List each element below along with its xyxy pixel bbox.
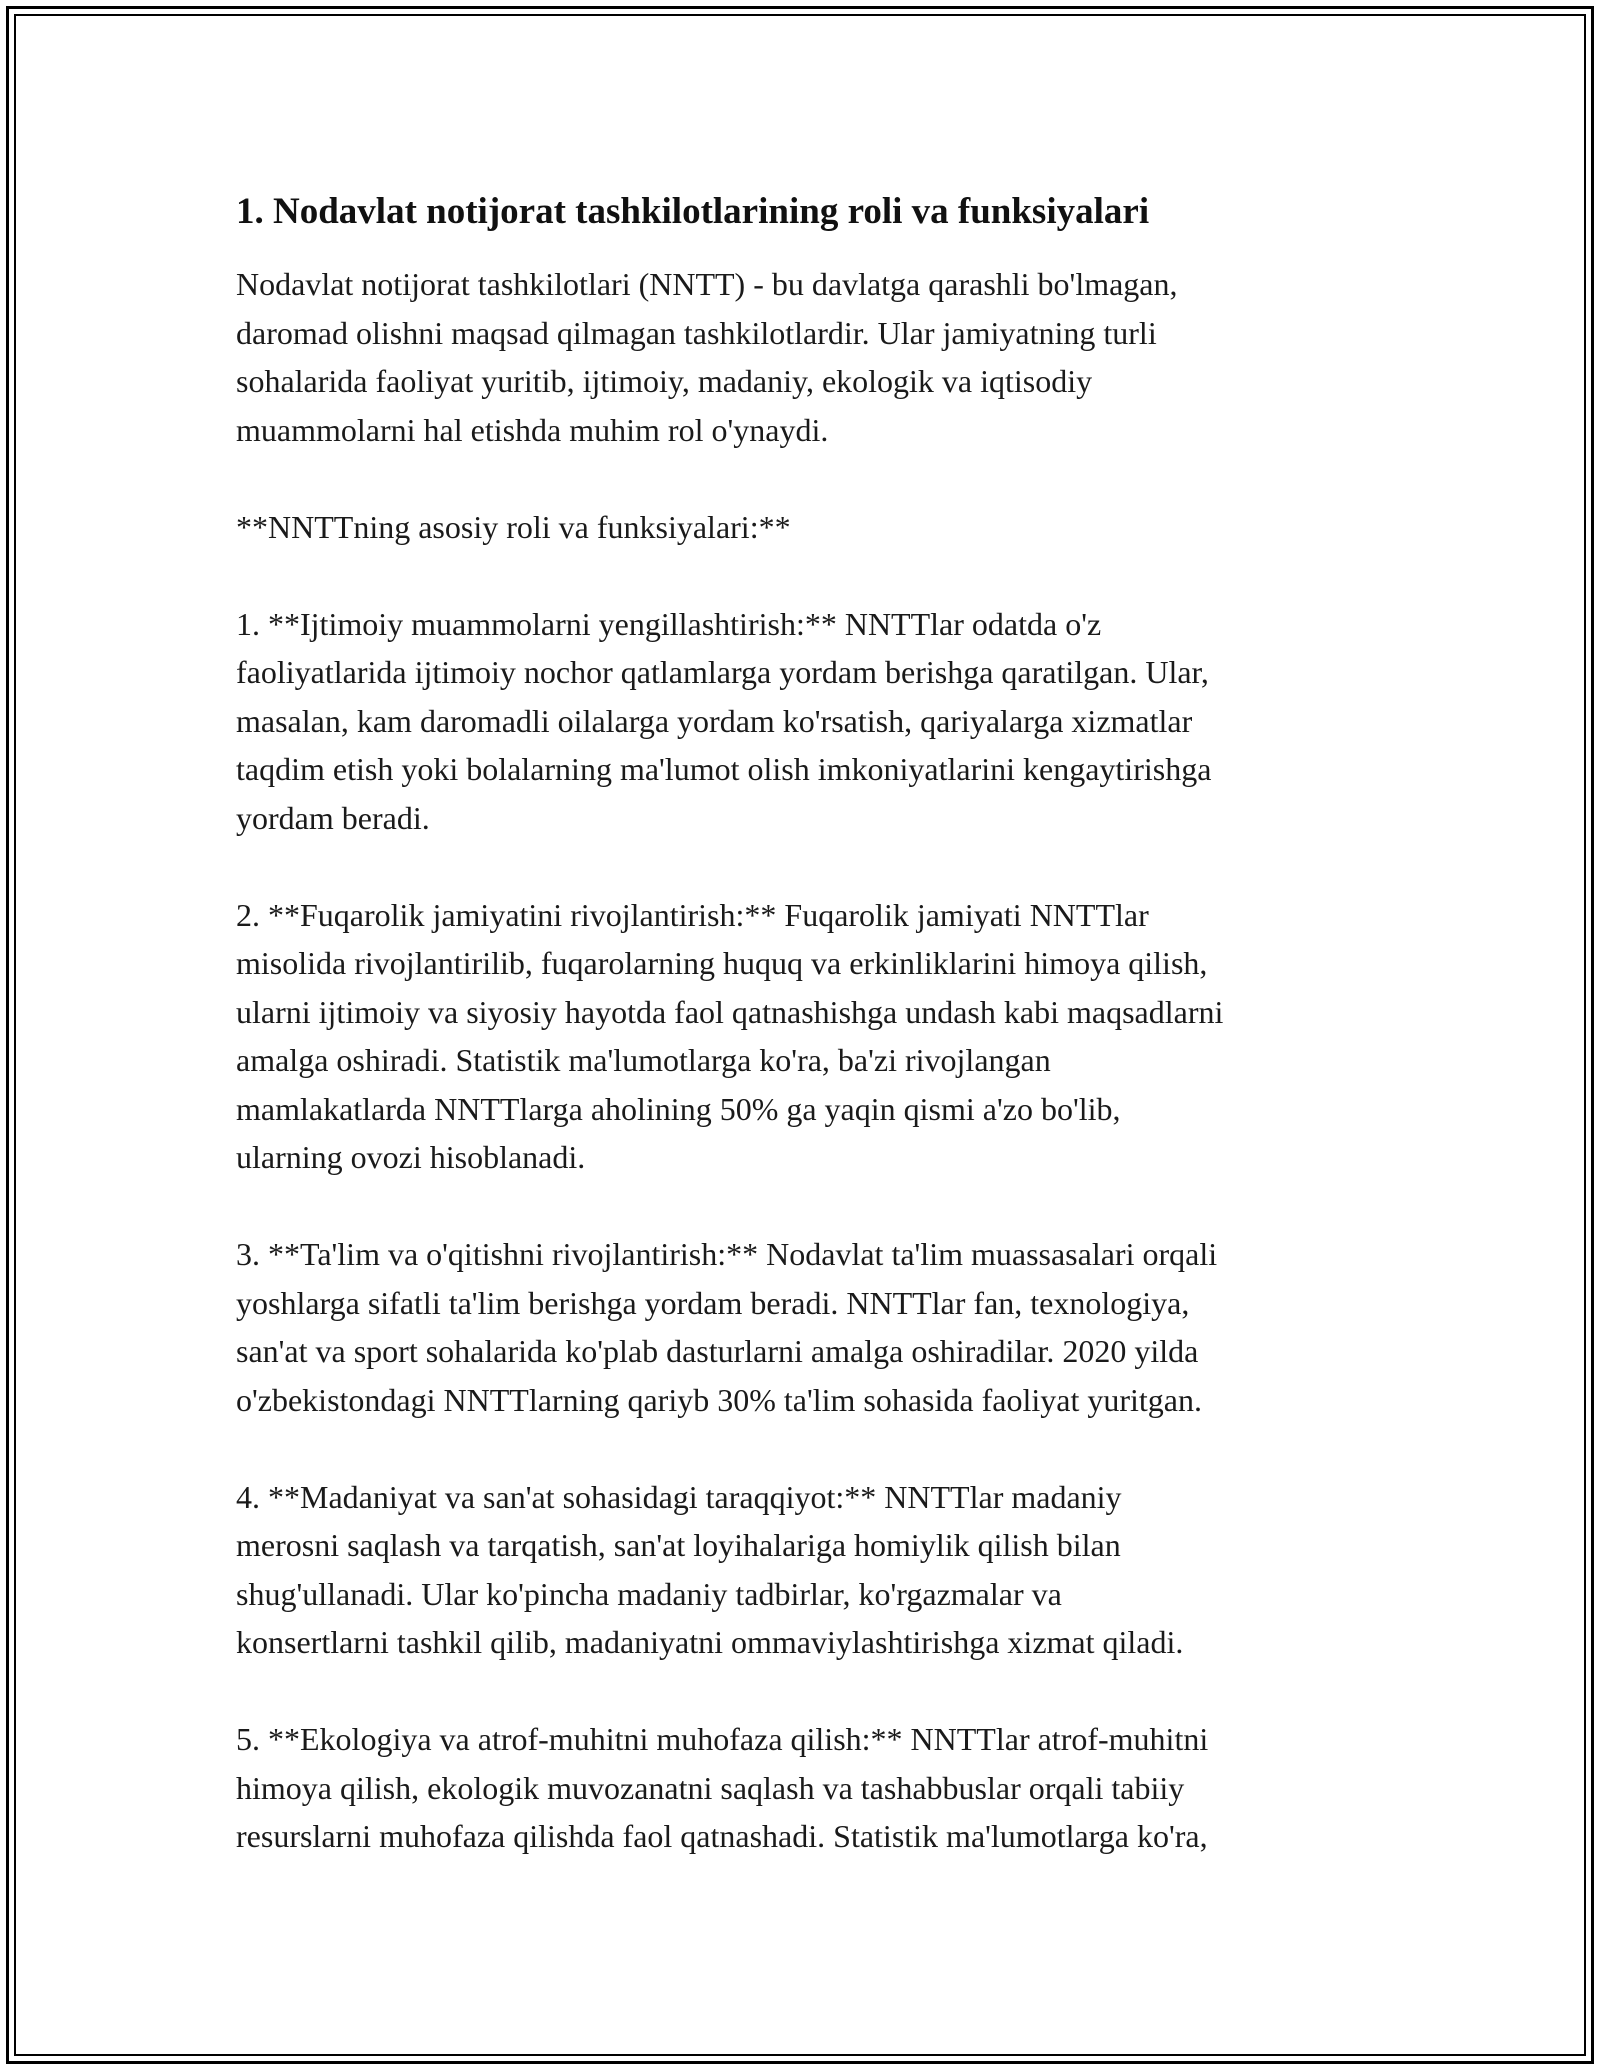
text-line: 1. **Ijtimoiy muammolarni yengillashtirish:** NNTTlar odatda o'z: [236, 605, 1102, 642]
document-body: [236, 188, 1396, 1909]
text-line: 5. **Ekologiya va atrof-muhitni muhofaza qilish:** NNTTlar atrof-muhitni: [236, 1721, 1209, 1757]
text-line: masalan, kam daromadli oilalarga yordam ko'rsatish, qariyalarga xizmatlar: [236, 702, 1193, 739]
text-line: himoya qilish, ekologik muvozanatni saqlash va tashabbuslar orqali tabiiy: [236, 1769, 1185, 1806]
intro-paragraph: [236, 260, 1396, 454]
text-line: Nodavlat notijorat tashkilotlari (NNTT) - bu davlatga qarashli bo'lmagan,: [236, 266, 1178, 302]
text-line: daromad olishni maqsad qilmagan tashkilotlardir. Ular jamiyatning turli: [236, 314, 1157, 351]
text-line: 3. **Ta'lim va o'qitishni rivojlantirish:** Nodavlat ta'lim muassasalari orqali: [236, 1236, 1218, 1272]
list-item-1: [236, 600, 1396, 843]
text-line: o'zbekistondagi NNTTlarning qariyb 30% ta'lim sohasida faoliyat yuritgan.: [236, 1381, 1202, 1418]
text-line: **NNTTning asosiy roli va funksiyalari:**: [236, 508, 791, 545]
text-line: konsertlarni tashkil qilib, madaniyatni ommaviylashtirishga xizmat qiladi.: [236, 1624, 1184, 1660]
text-line: yordam beradi.: [236, 799, 430, 836]
section-heading-paragraph: [236, 503, 1396, 552]
text-line: misolida rivojlantirilib, fuqarolarning huquq va erkinliklarini himoya qilish,: [236, 945, 1208, 981]
text-line: ularning ovozi hisoblanadi.: [236, 1139, 586, 1175]
text-line: 4. **Madaniyat va san'at sohasidagi taraqqiyot:** NNTTlar madaniy: [236, 1478, 1122, 1515]
text-line: faoliyatlarida ijtimoiy nochor qatlamlarga yordam berishga qaratilgan. Ular,: [236, 654, 1209, 690]
text-line: shug'ullanadi. Ular ko'pincha madaniy tadbirlar, ko'rgazmalar va: [236, 1575, 1062, 1612]
text-line: sohalarida faoliyat yuritib, ijtimoiy, madaniy, ekologik va iqtisodiy: [236, 363, 1093, 399]
text-line: yoshlarga sifatli ta'lim berishga yordam beradi. NNTTlar fan, texnologiya,: [236, 1284, 1190, 1321]
list-item-5: [236, 1715, 1396, 1861]
text-line: merosni saqlash va tarqatish, san'at loyihalariga homiylik qilish bilan: [236, 1527, 1121, 1563]
list-item-4: [236, 1473, 1396, 1667]
text-line: san'at va sport sohalarida ko'plab dasturlarni amalga oshiradilar. 2020 yilda: [236, 1333, 1199, 1369]
document-title: 1. Nodavlat notijorat tashkilotlarining roli va funksiyalari: [236, 191, 1150, 232]
text-line: ularni ijtimoiy va siyosiy hayotda faol qatnashishga undash kabi maqsadlarni: [236, 993, 1224, 1030]
list-item-3: [236, 1230, 1396, 1424]
text-line: taqdim etish yoki bolalarning ma'lumot olish imkoniyatlarini kengaytirishga: [236, 751, 1212, 787]
text-line: resurslarni muhofaza qilishda faol qatnashadi. Statistik ma'lumotlarga ko'ra,: [236, 1818, 1208, 1854]
text-line: mamlakatlarda NNTTlarga aholining 50% ga yaqin qismi a'zo bo'lib,: [236, 1090, 1121, 1127]
text-line: 2. **Fuqarolik jamiyatini rivojlantirish:** Fuqarolik jamiyati NNTTlar: [236, 896, 1149, 933]
list-item-2: [236, 891, 1396, 1182]
text-line: amalga oshiradi. Statistik ma'lumotlarga ko'ra, ba'zi rivojlangan: [236, 1042, 1051, 1078]
text-line: muammolarni hal etishda muhim rol o'ynaydi.: [236, 411, 829, 448]
